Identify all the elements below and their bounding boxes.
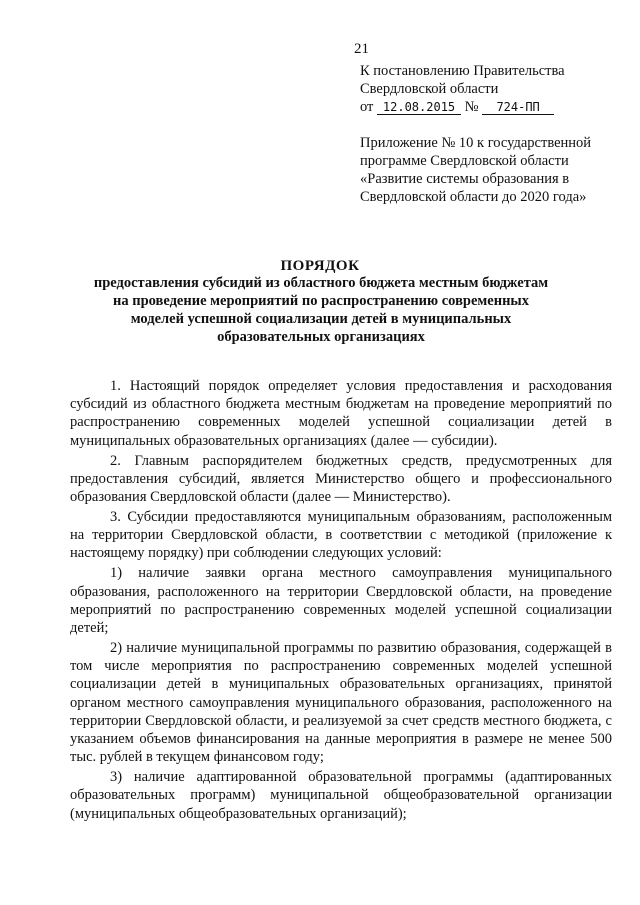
decree-from-label: от [360,99,374,115]
decree-reference [360,62,620,116]
paragraph-3: 3. Субсидии предоставляются муниципальным образованиям, расположенным на территории Свердловской области, в соответствии с методикой (приложение к настоящему порядку) при соблюдении следующих условий: [70,509,612,562]
paragraph-condition-1: 1) наличие заявки органа местного самоуправления муниципального образования, расположенного на территории Свердловской области, на проведение мероприятий по распространению современных моделей успешной социализации детей; [70,565,612,637]
paragraph-2: 2. Главным распорядителем бюджетных средств, предусмотренных для предоставления субсидий, является Министерство общего и профессионального образования Свердловской области (далее — Министерство). [70,452,612,506]
decree-number-label: № [464,99,479,115]
decree-number: 724-ПП [482,100,554,115]
paragraph-condition-3: 3) наличие адаптированной образовательной программы (адаптированных образовательных программ) муниципальной общеобразовательной организации (муниципальных общеобразовательных организаций); [70,769,612,822]
paragraph-condition-2: 2) наличие муниципальной программы по развитию образования, содержащей в том числе мероприятия по распространению современных моделей успешной социализации детей в муниципальных образовательных организациях, принятой органом местного самоуправления муниципального образования, расположенного на территории Свердловской области, и реализуемой за счет средств местного бюджета, с указанием объемов финансирования на данные мероприятия в размере не менее 500 тыс. рублей в текущем финансовом году; [70,640,612,766]
document-body [70,377,612,825]
decree-date-line [360,98,620,116]
decree-line-2: Свердловской области [360,81,499,97]
appendix-header: Приложение № 10 к государственной программе Свердловской области «Развитие системы образования в Свердловской области до 2020 года» [360,135,592,205]
decree-line-1: К постановлению Правительства [360,63,565,79]
document-subtitle: предоставления субсидий из областного бюджета местным бюджетам на проведение мероприятий по распространению современных моделей успешной социализации детей в муниципальных образовательных организациях [93,275,549,345]
decree-date: 12.08.2015 [377,100,461,115]
page-number: 21 [354,41,369,57]
paragraph-1: 1. Настоящий порядок определяет условия предоставления и расходования субсидий из областного бюджета местным бюджетам на проведение мероприятий по распространению современных моделей успешной социализации детей в муниципальных образовательных организациях (далее — субсидии). [70,378,612,449]
document-title: ПОРЯДОК [280,258,360,274]
